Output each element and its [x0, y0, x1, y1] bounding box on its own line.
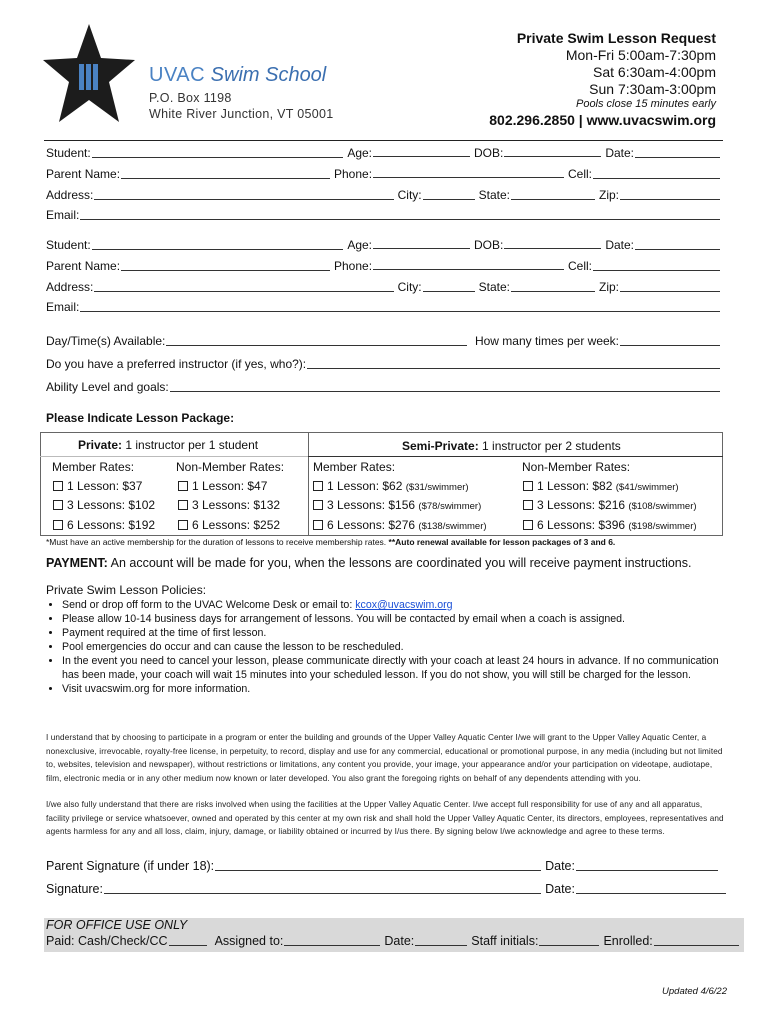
age-field[interactable] — [373, 146, 470, 157]
parent-signature-date-field[interactable] — [576, 860, 718, 871]
parent-label: Parent Name: — [46, 259, 121, 273]
checkbox-icon[interactable] — [178, 481, 188, 491]
address-label: Address: — [46, 280, 94, 294]
checkbox-icon[interactable] — [523, 520, 533, 530]
daytime-label: Day/Time(s) Available: — [46, 334, 166, 348]
pools-note: Pools close 15 minutes early — [575, 98, 716, 110]
office-date-label: Date: — [384, 934, 415, 948]
package-divider — [308, 432, 309, 536]
parent-label: Parent Name: — [46, 167, 121, 181]
contact-line: 802.296.2850 | www.uvacswim.org — [489, 112, 716, 128]
option-semi-member-3[interactable]: 3 Lessons: $156 ($78/swimmer) — [313, 498, 481, 512]
parent-signature-field[interactable] — [215, 860, 541, 871]
staff-initials-label: Staff initials: — [471, 934, 539, 948]
address-line-2: White River Junction, VT 05001 — [149, 107, 334, 121]
signature-label: Signature: — [46, 882, 103, 896]
policy-item: • Send or drop off form to the UVAC Welcome Desk or email to: kcox@uvacswim.org — [62, 598, 732, 612]
parent-field[interactable] — [121, 168, 330, 179]
option-private-nonmember-1[interactable]: 1 Lesson: $47 — [178, 479, 267, 493]
updated-date: Updated 4/6/22 — [662, 986, 727, 997]
address-row-2 — [46, 280, 724, 294]
checkbox-icon[interactable] — [313, 481, 323, 491]
page-title: Private Swim Lesson Request — [516, 30, 716, 46]
option-semi-member-1[interactable]: 1 Lesson: $62 ($31/swimmer) — [313, 479, 469, 493]
cell-label: Cell: — [567, 167, 592, 181]
date-field[interactable] — [635, 147, 720, 158]
hours-sunday: Sun 7:30am-3:00pm — [589, 81, 716, 97]
paid-field[interactable] — [169, 935, 207, 946]
checkbox-icon[interactable] — [53, 500, 63, 510]
semi-header-rule — [308, 456, 723, 457]
media-release-text: I understand that by choosing to participate in a program or enter the building and grounds of the Upper Valley Aquatic Center I/we will grant to the Upper Valley Aquatic Center, a nonexclusive, irrevocable, royalty-free license, in perpetuity, to record, display and use for any commercial, educational or promotional purpose, in any media (including but not limited to, websites, television and newspaper), without restrictions or limitations, any content you provide, your image, your appearance and/or your participation on videotape, audiotape, film, electronic media or in any other medium now known or later developed. You also grant the foregoing rights on behalf of any dependents attending with you. — [46, 733, 723, 783]
ability-row — [46, 380, 724, 394]
policies-heading: Private Swim Lesson Policies: — [46, 583, 207, 597]
semi-nonmember-label: Non-Member Rates: — [522, 460, 631, 474]
policy-item: • Payment required at the time of first lesson. — [62, 626, 732, 640]
package-footnote: *Must have an active membership for the duration of lessons to receive membership rates. **Auto renewal available for lesson packages of 3 and 6. — [46, 537, 616, 547]
zip-field[interactable] — [620, 189, 720, 200]
email-label: Email: — [46, 300, 80, 314]
policies-list — [50, 598, 732, 696]
city-label: City: — [397, 188, 422, 202]
checkbox-icon[interactable] — [313, 500, 323, 510]
address-line-1: P.O. Box 1198 — [149, 91, 232, 105]
cell-field[interactable] — [593, 168, 720, 179]
dob-label: DOB: — [473, 238, 504, 252]
option-private-member-3[interactable]: 3 Lessons: $102 — [53, 498, 155, 512]
semi-member-label: Member Rates: — [313, 460, 396, 474]
age-field[interactable] — [373, 238, 470, 249]
ability-label: Ability Level and goals: — [46, 380, 169, 394]
phone-label: Phone: — [334, 259, 373, 273]
checkbox-icon[interactable] — [53, 481, 63, 491]
date-label: Date: — [605, 238, 634, 252]
state-label: State: — [478, 280, 510, 294]
howmany-label: How many times per week: — [474, 334, 619, 348]
option-semi-nonmember-6[interactable]: 6 Lessons: $396 ($198/swimmer) — [523, 518, 697, 532]
enrolled-field[interactable] — [654, 935, 739, 946]
checkbox-icon[interactable] — [523, 481, 533, 491]
checkbox-icon[interactable] — [53, 520, 63, 530]
email-field[interactable] — [80, 301, 720, 312]
instructor-row — [46, 357, 724, 371]
dob-field[interactable] — [504, 238, 601, 249]
phone-field[interactable] — [373, 167, 564, 178]
private-header-rule — [40, 456, 308, 457]
zip-field[interactable] — [620, 281, 720, 292]
policy-item: • Visit uvacswim.org for more information. — [62, 682, 732, 696]
signature-field[interactable] — [104, 883, 541, 894]
policy-item: • Pool emergencies do occur and can cause the lesson to be rescheduled. — [62, 640, 732, 654]
student-label: Student: — [46, 146, 91, 160]
address-row-1 — [46, 188, 724, 202]
student-field[interactable] — [92, 147, 344, 158]
city-field[interactable] — [423, 189, 475, 200]
email-link[interactable]: kcox@uvacswim.org — [355, 599, 453, 611]
student-row-2 — [46, 238, 724, 252]
private-nonmember-label: Non-Member Rates: — [176, 460, 285, 474]
checkbox-icon[interactable] — [523, 500, 533, 510]
phone-label: Phone: — [334, 167, 373, 181]
header-divider — [44, 140, 723, 141]
address-field[interactable] — [94, 189, 393, 200]
cell-field[interactable] — [593, 260, 720, 271]
city-field[interactable] — [423, 281, 475, 292]
date-label: Date: — [545, 859, 575, 873]
office-date-field[interactable] — [415, 935, 467, 946]
city-label: City: — [397, 280, 422, 294]
parent-row-2 — [46, 259, 724, 273]
dob-field[interactable] — [504, 146, 601, 157]
hours-saturday: Sat 6:30am-4:00pm — [593, 64, 716, 80]
date-field[interactable] — [635, 239, 720, 250]
parent-field[interactable] — [121, 260, 330, 271]
dob-label: DOB: — [473, 146, 504, 160]
phone-field[interactable] — [373, 259, 564, 270]
howmany-field[interactable] — [620, 335, 720, 346]
email-field[interactable] — [80, 209, 720, 220]
address-label: Address: — [46, 188, 94, 202]
date-label: Date: — [545, 882, 575, 896]
state-field[interactable] — [511, 189, 595, 200]
checkbox-icon[interactable] — [313, 520, 323, 530]
liability-waiver-text: I/we also fully understand that there are risks involved when using the facilities at the Upper Valley Aquatic Center. I/we accept full responsibility for use of any and all apparatus, facility privilege or service whatsoever, owned and operated by this center at my own risk and shall hold the Upper Valley Aquatic Center, its directors, employees, representatives and agents harmless for any and all loss, claim, injury, damage, or liability obtained or incurred by I/us there. By signing below I/we acknowledge and agree to these terms. — [46, 800, 724, 837]
paid-label: Paid: Cash/Check/CC — [46, 934, 168, 948]
option-semi-nonmember-1[interactable]: 1 Lesson: $82 ($41/swimmer) — [523, 479, 679, 493]
parent-signature-row — [46, 859, 722, 873]
email-row-2 — [46, 300, 724, 314]
instructor-field[interactable] — [307, 358, 720, 369]
parent-signature-label: Parent Signature (if under 18): — [46, 859, 215, 873]
option-private-member-1[interactable]: 1 Lesson: $37 — [53, 479, 142, 493]
assigned-label: Assigned to: — [214, 934, 284, 948]
parent-row-1 — [46, 167, 724, 181]
enrolled-label: Enrolled: — [603, 934, 653, 948]
brand-name: UVAC Swim School — [149, 64, 327, 86]
option-private-nonmember-6[interactable]: 6 Lessons: $252 — [178, 518, 280, 532]
zip-label: Zip: — [598, 280, 619, 294]
office-use-row — [46, 934, 743, 948]
daytime-field[interactable] — [166, 335, 467, 346]
checkbox-icon[interactable] — [178, 500, 188, 510]
private-member-label: Member Rates: — [52, 460, 135, 474]
payment-note: PAYMENT: An account will be made for you, when the lessons are coordinated you will receive payment instructions. — [46, 556, 692, 570]
address-field[interactable] — [94, 281, 393, 292]
age-label: Age: — [347, 146, 372, 160]
option-semi-nonmember-3[interactable]: 3 Lessons: $216 ($108/swimmer) — [523, 498, 697, 512]
option-private-nonmember-3[interactable]: 3 Lessons: $132 — [178, 498, 280, 512]
option-private-member-6[interactable]: 6 Lessons: $192 — [53, 518, 155, 532]
policy-item: • Please allow 10-14 business days for arrangement of lessons. You will be contacted by email when a coach is assigned. — [62, 612, 732, 626]
instructor-label: Do you have a preferred instructor (if yes, who?): — [46, 357, 307, 371]
state-field[interactable] — [511, 281, 595, 292]
signature-date-field[interactable] — [576, 883, 726, 894]
semi-private-header: Semi-Private: 1 instructor per 2 students — [402, 439, 621, 453]
star-logo-icon — [43, 22, 135, 124]
office-use-title: FOR OFFICE USE ONLY — [46, 918, 188, 932]
student-row-1 — [46, 146, 724, 160]
age-label: Age: — [347, 238, 372, 252]
date-label: Date: — [605, 146, 634, 160]
assigned-field[interactable] — [284, 935, 380, 946]
cell-label: Cell: — [567, 259, 592, 273]
student-field[interactable] — [92, 239, 344, 250]
hours-weekday: Mon-Fri 5:00am-7:30pm — [565, 47, 716, 63]
staff-initials-field[interactable] — [539, 935, 599, 946]
zip-label: Zip: — [598, 188, 619, 202]
private-header: Private: 1 instructor per 1 student — [78, 438, 259, 452]
signature-row — [46, 882, 730, 896]
daytime-row — [46, 334, 724, 348]
checkbox-icon[interactable] — [178, 520, 188, 530]
state-label: State: — [478, 188, 510, 202]
option-semi-member-6[interactable]: 6 Lessons: $276 ($138/swimmer) — [313, 518, 487, 532]
package-heading: Please Indicate Lesson Package: — [46, 411, 235, 425]
ability-field[interactable] — [170, 381, 720, 392]
email-label: Email: — [46, 208, 80, 222]
policy-item: • In the event you need to cancel your lesson, please communicate directly with your coach at least 24 hours in advance. If no communication has been made, your coach will wait 15 minutes into your scheduled lesson. If you do not show, you will still be charged for the lesson. — [62, 654, 732, 682]
email-row-1 — [46, 208, 724, 222]
student-label: Student: — [46, 238, 91, 252]
